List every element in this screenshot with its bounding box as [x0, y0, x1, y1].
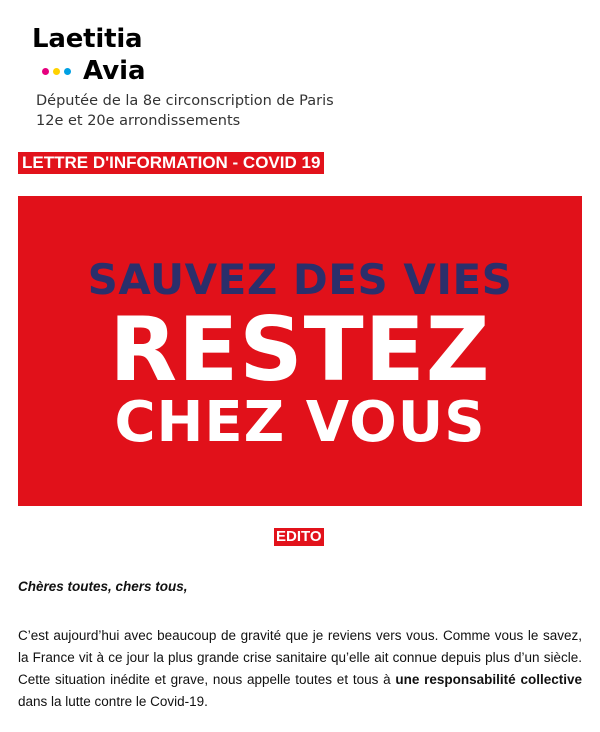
logo-second-row: [42, 56, 146, 86]
logo-dot-cyan: [64, 68, 71, 75]
logo-dot-magenta: [42, 68, 49, 75]
edito-section-badge: EDITO: [276, 528, 322, 545]
logo: [32, 24, 146, 86]
logo-first-name: Laetitia: [32, 24, 143, 54]
stay-home-banner-image: [18, 196, 582, 506]
greeting: Chères toutes, chers tous,: [18, 579, 188, 594]
subtitle-line-2: 12e et 20e arrondissements: [36, 113, 241, 129]
deputy-subtitle: [36, 91, 334, 131]
paragraph-text-before: C’est aujourd’hui avec beaucoup de gravité que je reviens vers vous. Comme vous le savez, la France vit à ce jour la plus grande crise sanitaire qu’elle ait connue depuis plus d’un siècle. Cette situation inédite et grave, nous appelle toutes et tous à: [18, 628, 582, 687]
logo-last-name: Avia: [83, 56, 146, 86]
logo-dot-yellow: [53, 68, 60, 75]
logo-dots: [42, 68, 71, 75]
paragraph-text-after: dans la lutte contre le Covid-19.: [18, 694, 208, 709]
banner-line-2: RESTEZ: [109, 298, 491, 401]
paragraph-bold-emphasis: une responsabilité collective: [395, 672, 582, 687]
subtitle-line-1: Députée de la 8e circonscription de Paris: [36, 93, 334, 109]
banner-line-3: CHEZ VOUS: [114, 390, 486, 455]
intro-paragraph: [18, 625, 582, 713]
banner-line-1: SAUVEZ DES VIES: [87, 255, 513, 304]
newsletter-title-badge: LETTRE D'INFORMATION - COVID 19: [18, 152, 324, 174]
